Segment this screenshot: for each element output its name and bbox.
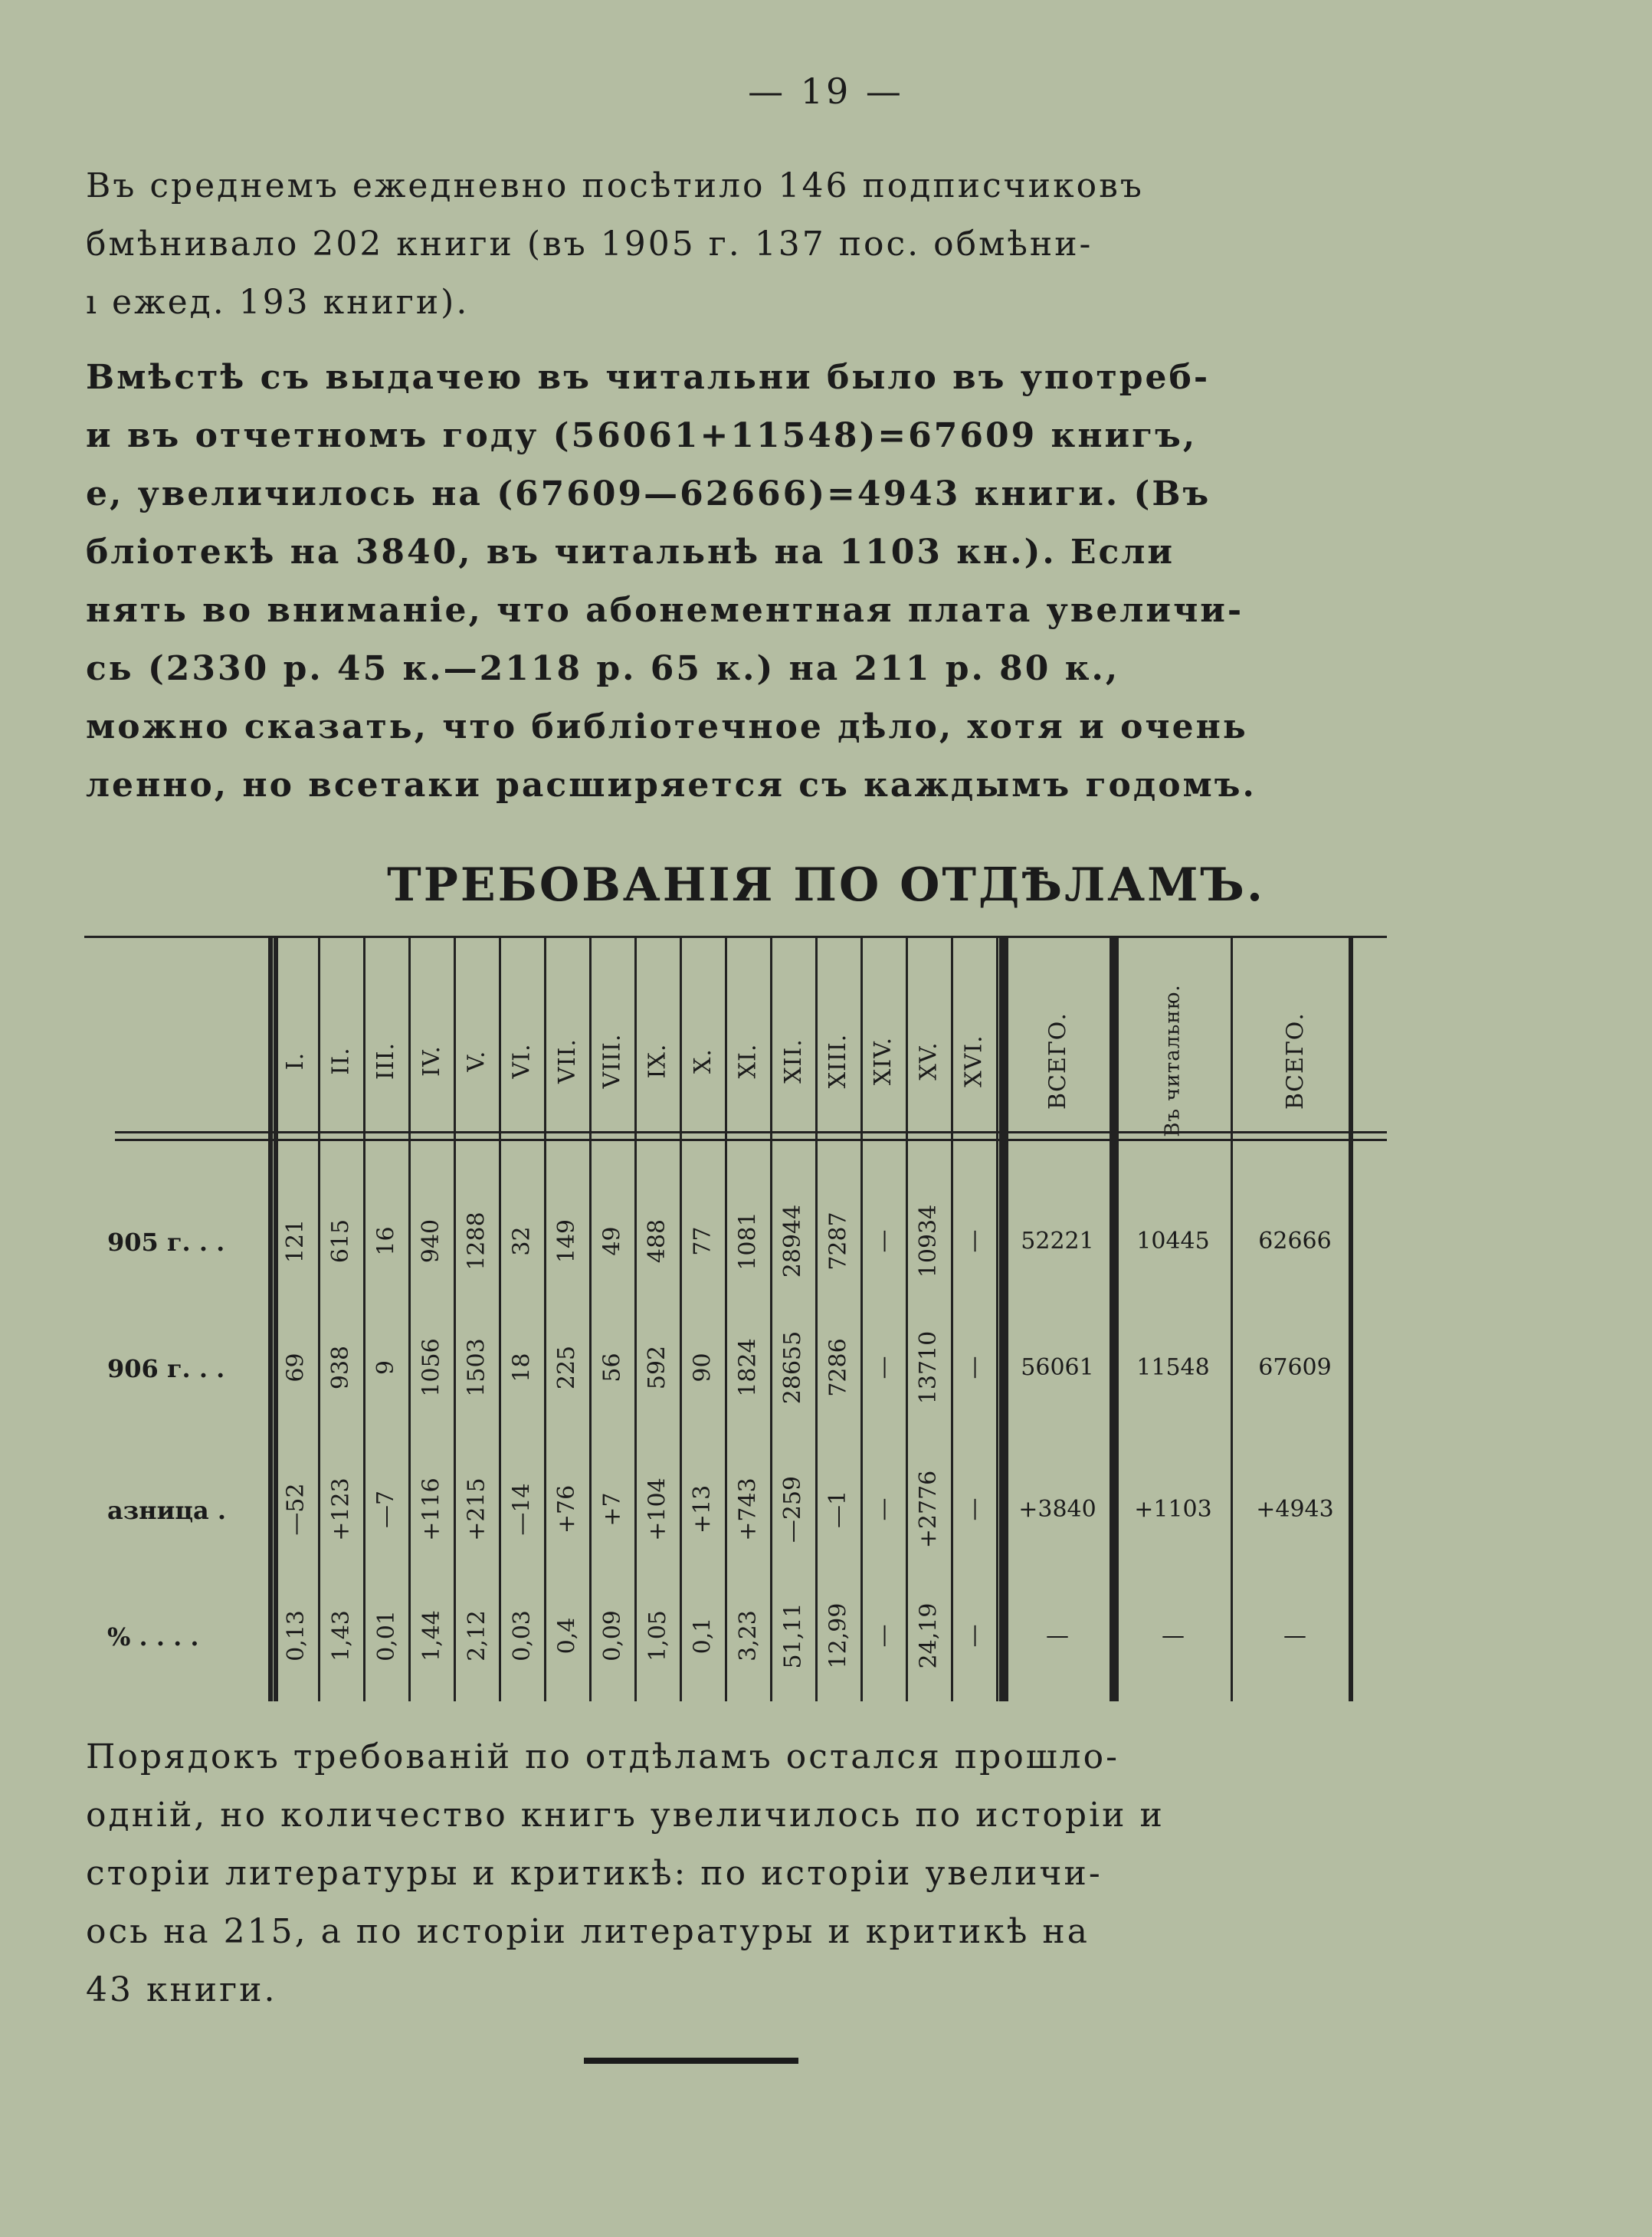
table-cell <box>410 1593 453 1678</box>
end-rule <box>584 2058 798 2064</box>
total-cell: +4943 <box>1256 1495 1334 1523</box>
cell-value: — <box>870 1497 897 1520</box>
table-cell <box>365 1467 408 1551</box>
header-rule <box>115 1139 1387 1141</box>
column-header <box>681 984 724 1137</box>
column-header-label: I. <box>282 1051 310 1070</box>
cell-value: 1824 <box>734 1337 762 1397</box>
table-cell <box>546 1593 588 1678</box>
text-line: ось на 215, а по исторіи литературы и критикѣ на <box>86 1912 1090 1951</box>
cell-value: 1,44 <box>418 1609 445 1661</box>
cell-value: 0,09 <box>598 1609 626 1661</box>
total-cell: 11548 <box>1136 1353 1210 1381</box>
cell-value: — <box>960 1624 988 1647</box>
cell-value: 1056 <box>418 1337 445 1397</box>
row-label: азница . <box>107 1496 226 1525</box>
cell-value: 28655 <box>779 1330 807 1404</box>
total-cell: — <box>1162 1622 1185 1649</box>
table-cell <box>817 1467 860 1551</box>
column-header <box>410 984 453 1137</box>
text-line: сь (2330 р. 45 к.—2118 р. 65 к.) на 211 р. 80 к., <box>86 649 1120 688</box>
column-header-label: IX. <box>644 1043 671 1078</box>
cell-value: 9 <box>372 1360 400 1375</box>
table-cell <box>591 1325 634 1409</box>
cell-value: 77 <box>689 1225 716 1256</box>
table-cell <box>772 1325 815 1409</box>
table-cell <box>862 1467 905 1551</box>
cell-value: —14 <box>508 1482 536 1536</box>
table-cell <box>274 1199 317 1283</box>
cell-value: 7287 <box>824 1211 852 1271</box>
table-cell <box>546 1199 588 1283</box>
table-cell <box>455 1325 498 1409</box>
table-cell <box>907 1325 950 1409</box>
table-cell <box>274 1593 317 1678</box>
cell-value: 69 <box>282 1352 310 1383</box>
total-cell: 56061 <box>1021 1353 1094 1381</box>
column-header <box>772 984 815 1137</box>
column-header <box>952 984 995 1137</box>
column-header <box>862 984 905 1137</box>
text-line: и въ отчетномъ году (56061+11548)=67609 книгъ, <box>86 416 1198 455</box>
paragraph-daily-visits <box>86 157 1342 332</box>
cell-value: +116 <box>418 1477 445 1541</box>
cell-value: 10934 <box>915 1204 942 1278</box>
row-label: % . . . . <box>107 1622 199 1652</box>
cell-value: 56 <box>598 1352 626 1383</box>
column-header-label: VIII. <box>598 1033 626 1088</box>
cell-value: —1 <box>824 1490 852 1528</box>
cell-value: 24,19 <box>915 1602 942 1668</box>
table-cell <box>907 1467 950 1551</box>
total-cell: 67609 <box>1258 1353 1332 1381</box>
cell-value: +215 <box>463 1477 490 1541</box>
table-cell <box>410 1199 453 1283</box>
cell-value: 615 <box>327 1219 355 1263</box>
cell-value: 149 <box>553 1219 581 1263</box>
cell-value: 0,4 <box>553 1617 581 1654</box>
cell-value: 0,03 <box>508 1609 536 1661</box>
cell-value: 1,43 <box>327 1609 355 1661</box>
cell-value: 1081 <box>734 1211 762 1271</box>
cell-value: — <box>960 1229 988 1252</box>
row-label: 905 г. . . <box>107 1228 225 1257</box>
cell-value: 938 <box>327 1345 355 1389</box>
cell-value: 225 <box>553 1345 581 1389</box>
cell-value: 90 <box>689 1352 716 1383</box>
total-header-label: Въ читальню. <box>1162 984 1185 1137</box>
page-number: — 19 — <box>748 71 904 112</box>
cell-value: 0,01 <box>372 1609 400 1661</box>
cell-value: 1288 <box>463 1211 490 1271</box>
table-cell <box>636 1593 679 1678</box>
total-cell: 62666 <box>1258 1227 1332 1255</box>
cell-value: +13 <box>689 1484 716 1533</box>
total-cell: +3840 <box>1018 1495 1096 1523</box>
column-header <box>907 984 950 1137</box>
column-header-label: XIII. <box>824 1033 852 1088</box>
column-header <box>365 984 408 1137</box>
cell-value: +76 <box>553 1484 581 1533</box>
cell-value: 7286 <box>824 1337 852 1397</box>
table-cell <box>681 1467 724 1551</box>
total-header <box>1238 984 1352 1137</box>
cell-value: — <box>870 1229 897 1252</box>
table-cell <box>772 1467 815 1551</box>
column-header <box>591 984 634 1137</box>
paragraph-book-usage <box>86 349 1342 815</box>
table-cell <box>636 1325 679 1409</box>
text-line: Порядокъ требованій по отдѣламъ остался прошло- <box>86 1737 1119 1776</box>
cell-value: 32 <box>508 1225 536 1256</box>
column-rule <box>996 938 998 1701</box>
column-header-label: III. <box>372 1041 400 1080</box>
cell-value: +2776 <box>915 1470 942 1548</box>
table-cell <box>410 1467 453 1551</box>
table-cell <box>365 1593 408 1678</box>
row-label: 906 г. . . <box>107 1354 225 1383</box>
table-cell <box>546 1325 588 1409</box>
table-cell <box>455 1199 498 1283</box>
table-cell <box>952 1325 995 1409</box>
total-cell: — <box>1046 1622 1069 1649</box>
table-cell <box>455 1467 498 1551</box>
table-cell <box>591 1199 634 1283</box>
cell-value: 12,99 <box>824 1602 852 1668</box>
total-cell: 10445 <box>1136 1227 1210 1255</box>
cell-value: 1503 <box>463 1337 490 1397</box>
cell-value: +743 <box>734 1477 762 1541</box>
table-cell <box>591 1467 634 1551</box>
table-cell <box>726 1325 769 1409</box>
cell-value: 28944 <box>779 1204 807 1278</box>
text-line: однiй, но количество книгъ увеличилось по исторіи и <box>86 1796 1165 1835</box>
total-cell: — <box>1283 1622 1306 1649</box>
table-cell <box>546 1467 588 1551</box>
table-cell <box>772 1199 815 1283</box>
table-cell <box>862 1325 905 1409</box>
table-cell <box>365 1199 408 1283</box>
text-line: нять во вниманіе, что абонементная плата увеличи- <box>86 591 1244 630</box>
text-line: бмѣнивало 202 книги (въ 1905 г. 137 пос. обмѣни- <box>86 225 1093 264</box>
text-line: 43 книги. <box>86 1970 277 2009</box>
table-cell <box>320 1325 362 1409</box>
total-cell: +1103 <box>1134 1495 1212 1523</box>
table-cell <box>500 1593 543 1678</box>
total-header-label: ВСЕГО. <box>1281 1012 1309 1110</box>
table-cell <box>817 1199 860 1283</box>
table-cell <box>320 1199 362 1283</box>
total-header <box>1117 984 1229 1137</box>
table-cell <box>320 1593 362 1678</box>
column-header-label: VII. <box>553 1038 581 1084</box>
column-header-label: VI. <box>508 1042 536 1079</box>
text-line: е, увеличилось на (67609—62666)=4943 книги. (Въ <box>86 474 1211 513</box>
cell-value: 3,23 <box>734 1609 762 1661</box>
table-cell <box>681 1593 724 1678</box>
table-cell <box>365 1325 408 1409</box>
table-cell <box>726 1199 769 1283</box>
column-header-label: XI. <box>734 1043 762 1078</box>
table-cell <box>862 1593 905 1678</box>
text-line: можно сказать, что библіотечное дѣло, хотя и очень <box>86 707 1248 746</box>
table-cell <box>636 1199 679 1283</box>
table-cell <box>907 1199 950 1283</box>
column-header-label: IV. <box>418 1045 445 1077</box>
table-cell <box>500 1199 543 1283</box>
text-line: Въ среднемъ ежедневно посѣтило 146 подписчиковъ <box>86 166 1144 205</box>
table-cell <box>952 1467 995 1551</box>
column-rule <box>1231 938 1233 1701</box>
cell-value: — <box>870 1624 897 1647</box>
table-cell <box>817 1325 860 1409</box>
column-header <box>546 984 588 1137</box>
text-line: ленно, но всетаки расширяется съ каждымъ годомъ. <box>86 766 1257 805</box>
table-cell <box>636 1467 679 1551</box>
column-header-label: X. <box>689 1048 716 1074</box>
text-line: Вмѣстѣ съ выдачею въ читальни было въ употреб- <box>86 358 1211 397</box>
cell-value: 49 <box>598 1225 626 1256</box>
column-header-label: II. <box>327 1046 355 1075</box>
table-cell <box>681 1325 724 1409</box>
column-header-label: XV. <box>915 1041 942 1081</box>
cell-value: — <box>960 1356 988 1379</box>
cell-value: +7 <box>598 1491 626 1527</box>
cell-value: — <box>870 1356 897 1379</box>
text-line: сторіи литературы и критикѣ: по исторіи увеличи- <box>86 1854 1103 1893</box>
total-header-label: ВСЕГО. <box>1044 1012 1071 1110</box>
column-header-label: V. <box>463 1050 490 1071</box>
cell-value: 0,13 <box>282 1609 310 1661</box>
table-cell <box>907 1593 950 1678</box>
total-header <box>1007 984 1108 1137</box>
column-header-label: XIV. <box>870 1036 897 1085</box>
table-cell <box>320 1467 362 1551</box>
table-cell <box>772 1593 815 1678</box>
cell-value: 16 <box>372 1225 400 1256</box>
table-cell <box>952 1593 995 1678</box>
cell-value: 13710 <box>915 1330 942 1404</box>
column-header <box>636 984 679 1137</box>
requests-by-section-table <box>84 938 1387 1704</box>
paragraph-request-order <box>86 1728 1342 2019</box>
column-header <box>500 984 543 1137</box>
cell-value: 18 <box>508 1352 536 1383</box>
column-header <box>726 984 769 1137</box>
cell-value: 488 <box>644 1219 671 1263</box>
cell-value: 2,12 <box>463 1609 490 1661</box>
cell-value: 121 <box>282 1219 310 1263</box>
table-cell <box>455 1593 498 1678</box>
column-header-label: XII. <box>779 1038 807 1084</box>
cell-value: 51,11 <box>779 1602 807 1668</box>
table-cell <box>500 1325 543 1409</box>
text-line: ı ежед. 193 книги). <box>86 283 470 322</box>
cell-value: —52 <box>282 1482 310 1536</box>
table-cell <box>726 1467 769 1551</box>
table-cell <box>817 1593 860 1678</box>
cell-value: — <box>960 1497 988 1520</box>
cell-value: 1,05 <box>644 1609 671 1661</box>
cell-value: —259 <box>779 1475 807 1543</box>
column-header-label: XVI. <box>960 1034 988 1087</box>
table-cell <box>500 1467 543 1551</box>
table-cell <box>591 1593 634 1678</box>
table-cell <box>681 1199 724 1283</box>
cell-value: 940 <box>418 1219 445 1263</box>
column-header <box>320 984 362 1137</box>
cell-value: +104 <box>644 1477 671 1541</box>
table-cell <box>410 1325 453 1409</box>
text-line: бліотекѣ на 3840, въ читальнѣ на 1103 кн.). Если <box>86 533 1175 572</box>
table-cell <box>952 1199 995 1283</box>
column-header <box>817 984 860 1137</box>
total-cell: 52221 <box>1021 1227 1094 1255</box>
table-cell <box>274 1467 317 1551</box>
table-heading: ТРЕБОВАНІЯ ПО ОТДѢЛАМЪ. <box>387 858 1265 912</box>
cell-value: 592 <box>644 1345 671 1389</box>
cell-value: +123 <box>327 1477 355 1541</box>
cell-value: 0,1 <box>689 1617 716 1654</box>
cell-value: —7 <box>372 1490 400 1528</box>
column-header <box>274 984 317 1137</box>
table-cell <box>274 1325 317 1409</box>
table-cell <box>862 1199 905 1283</box>
column-rule <box>268 938 273 1701</box>
table-cell <box>726 1593 769 1678</box>
column-header <box>455 984 498 1137</box>
